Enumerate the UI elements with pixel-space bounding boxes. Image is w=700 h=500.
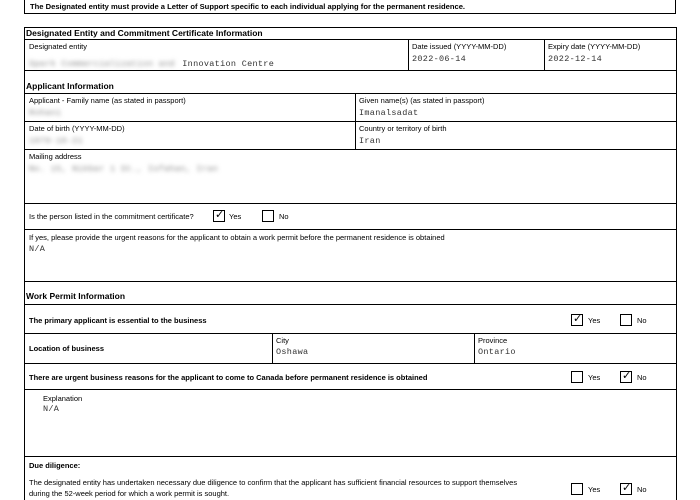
top-notice-text: The Designated entity must provide a Letter of Support specific to each individual applying for the permanent residence. bbox=[30, 2, 466, 11]
section-title-designated: Designated Entity and Commitment Certificate Information bbox=[26, 28, 263, 38]
divider bbox=[24, 70, 676, 71]
due-diligence-text-1: The designated entity has undertaken necessary due diligence to confirm that the applicant has sufficient financial resources to support themselves bbox=[29, 478, 518, 487]
divider bbox=[24, 389, 676, 390]
location-business-label: Location of business bbox=[29, 344, 105, 353]
expiry-date-label: Expiry date (YYYY-MM-DD) bbox=[548, 42, 641, 51]
section-title-work-permit: Work Permit Information bbox=[26, 291, 126, 301]
urgent-reasons-value[interactable]: N/A bbox=[29, 244, 46, 254]
divider bbox=[24, 229, 676, 230]
checkmark-icon: ✓ bbox=[622, 481, 632, 494]
divider bbox=[24, 39, 676, 40]
given-name-label: Given name(s) (as stated in passport) bbox=[359, 96, 485, 105]
city-label: City bbox=[276, 336, 289, 345]
divider bbox=[474, 333, 475, 363]
dob-label: Date of birth (YYYY-MM-DD) bbox=[29, 124, 125, 133]
essential-yes-checkbox[interactable] bbox=[571, 314, 583, 326]
expiry-date-value[interactable]: 2022-12-14 bbox=[548, 54, 603, 64]
given-name-value[interactable]: Imanalsadat bbox=[359, 108, 419, 118]
family-name-value[interactable]: Rohani bbox=[29, 108, 62, 118]
country-birth-value[interactable]: Iran bbox=[359, 136, 381, 146]
listed-no-label: No bbox=[279, 212, 289, 221]
checkmark-icon: ✓ bbox=[215, 208, 225, 221]
country-birth-label: Country or territory of birth bbox=[359, 124, 447, 133]
urgent-business-question: There are urgent business reasons for the applicant to come to Canada before permanent residence is obtained bbox=[29, 373, 428, 382]
due-diligence-text-2: during the 52-week period for which a work permit is sought. bbox=[29, 489, 230, 498]
family-name-label: Applicant - Family name (as stated in passport) bbox=[29, 96, 186, 105]
divider bbox=[272, 333, 273, 363]
listed-yes-checkbox[interactable] bbox=[213, 210, 225, 222]
divider bbox=[24, 203, 676, 204]
city-value[interactable]: Oshawa bbox=[276, 347, 309, 357]
explanation-label: Explanation bbox=[43, 394, 83, 403]
province-label: Province bbox=[478, 336, 508, 345]
designated-entity-redacted: Spark Commercialization and bbox=[29, 59, 175, 69]
divider bbox=[24, 333, 676, 334]
section-title-applicant: Applicant Information bbox=[26, 81, 114, 91]
due-diligence-no-checkbox[interactable] bbox=[620, 483, 632, 495]
mailing-address-label: Mailing address bbox=[29, 152, 82, 161]
date-issued-value[interactable]: 2022-06-14 bbox=[412, 54, 467, 64]
dob-value[interactable]: 1979-10-21 bbox=[29, 136, 84, 146]
divider bbox=[24, 363, 676, 364]
divider bbox=[24, 304, 676, 305]
divider bbox=[24, 281, 676, 282]
urgent-yes-checkbox[interactable] bbox=[571, 371, 583, 383]
province-value[interactable]: Ontario bbox=[478, 347, 516, 357]
listed-yes-label: Yes bbox=[229, 212, 242, 221]
divider bbox=[24, 121, 676, 122]
listed-no-checkbox[interactable] bbox=[262, 210, 274, 222]
mailing-address-value[interactable]: No. 15, Nikbar 1 St., Isfahan, Iran bbox=[29, 164, 219, 174]
due-diligence-yes-label: Yes bbox=[588, 485, 601, 494]
divider bbox=[544, 39, 545, 70]
divider bbox=[24, 93, 676, 94]
divider bbox=[24, 456, 676, 457]
top-notice-box bbox=[24, 0, 676, 14]
designated-entity-field[interactable] bbox=[29, 53, 404, 67]
essential-no-checkbox[interactable] bbox=[620, 314, 632, 326]
form-border-right bbox=[676, 27, 677, 500]
checkmark-icon: ✓ bbox=[573, 312, 583, 325]
form-border-left bbox=[24, 27, 25, 500]
essential-yes-label: Yes bbox=[588, 316, 601, 325]
essential-question: The primary applicant is essential to the business bbox=[29, 316, 207, 325]
urgent-yes-label: Yes bbox=[588, 373, 601, 382]
due-diligence-label: Due diligence: bbox=[29, 461, 81, 470]
due-diligence-no-label: No bbox=[637, 485, 647, 494]
checkmark-icon: ✓ bbox=[622, 369, 632, 382]
essential-no-label: No bbox=[637, 316, 647, 325]
urgent-no-checkbox[interactable] bbox=[620, 371, 632, 383]
urgent-no-label: No bbox=[637, 373, 647, 382]
due-diligence-yes-checkbox[interactable] bbox=[571, 483, 583, 495]
designated-entity-label: Designated entity bbox=[29, 42, 87, 51]
divider bbox=[24, 149, 676, 150]
divider bbox=[408, 39, 409, 70]
designated-entity-value: Innovation Centre bbox=[182, 59, 275, 69]
explanation-value[interactable]: N/A bbox=[43, 404, 60, 414]
listed-question: Is the person listed in the commitment certificate? bbox=[29, 212, 194, 221]
date-issued-label: Date issued (YYYY-MM-DD) bbox=[412, 42, 507, 51]
urgent-reasons-label: If yes, please provide the urgent reasons for the applicant to obtain a work permit before the permanent residence is obtained bbox=[29, 233, 445, 242]
